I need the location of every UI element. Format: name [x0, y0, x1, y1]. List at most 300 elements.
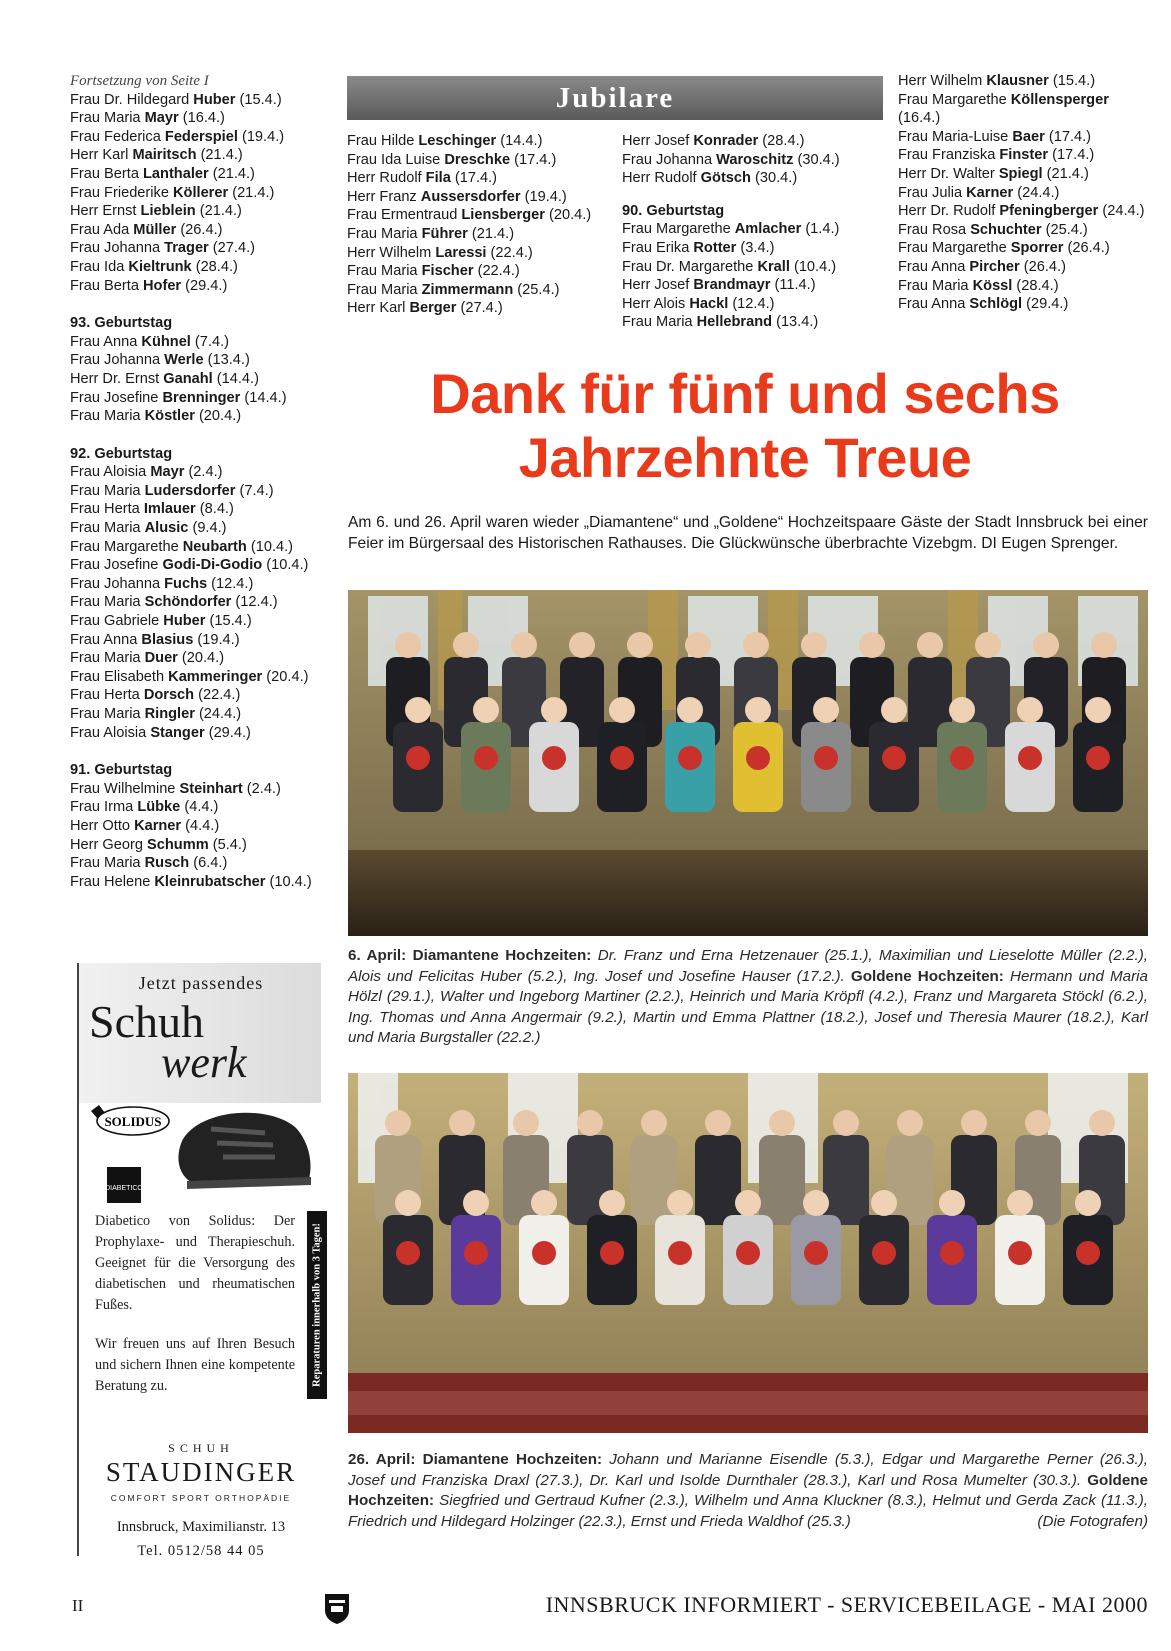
- entry-surname: Rotter: [693, 239, 737, 256]
- entry-title: Frau Anna: [70, 333, 142, 350]
- entry-surname: Pircher: [969, 258, 1020, 275]
- caption1-lead: 6. April: Diamantene Hochzeiten:: [348, 947, 592, 964]
- entry-surname: Godi-Di-Godio: [162, 557, 263, 574]
- birthday-entry: [70, 482, 330, 501]
- entry-date: (26.4.): [1063, 240, 1110, 257]
- entry-surname: Steinhart: [179, 780, 243, 797]
- entry-date: (17.4.): [510, 151, 557, 168]
- birthday-entry: [622, 132, 882, 151]
- birthday-list-91: [70, 780, 330, 892]
- entry-date: (7.4.): [235, 482, 274, 499]
- entry-surname: Liensberger: [461, 207, 545, 224]
- birthday-entry: [898, 165, 1150, 184]
- heading-92: 92. Geburtstag: [70, 445, 173, 462]
- bouquet: [882, 746, 906, 770]
- entry-surname: Ludersdorfer: [144, 482, 236, 499]
- entry-surname: Dorsch: [143, 687, 195, 704]
- article-intro: Am 6. und 26. April waren wieder „Diamantene“ und „Goldene“ Hochzeitspaare Gäste der Stadt Innsbruck bei einer Feier im Bürgersaal des Historischen Rathauses. Die Glückwünsche überbrachte Vizebgm. DI Eugen Sprenger.: [348, 514, 1148, 552]
- entry-date: (17.4.): [1048, 147, 1095, 164]
- entry-title: Herr Karl: [70, 147, 133, 164]
- birthday-entry: [70, 519, 330, 538]
- entry-title: Frau Johanna: [70, 240, 165, 257]
- entry-title: Frau Dr. Hildegard: [70, 91, 194, 108]
- heading-90: 90. Geburtstag: [622, 202, 725, 219]
- entry-title: Frau Ada: [70, 221, 134, 238]
- birthday-entry: [70, 407, 330, 426]
- birthday-column-2: [347, 132, 609, 318]
- entry-title: Frau Anna: [898, 258, 970, 275]
- entry-date: (4.4.): [181, 817, 220, 834]
- birthday-entry: [347, 299, 609, 318]
- entry-surname: Federspiel: [164, 128, 238, 145]
- entry-title: Frau Erika: [622, 239, 694, 256]
- entry-date: (20.4.): [177, 650, 225, 667]
- entry-title: Frau Ida: [70, 258, 129, 275]
- birthday-entry: [70, 873, 330, 892]
- bouquet: [1076, 1241, 1100, 1265]
- birthday-entry: [898, 72, 1150, 91]
- entry-surname: Ganahl: [163, 370, 213, 387]
- birthday-entry: [70, 351, 330, 370]
- entry-surname: Laressi: [435, 244, 487, 261]
- entry-title: Herr Rudolf: [622, 170, 701, 187]
- ad-repair-text: Reparaturen innerhalb von 3 Tagen!: [311, 1223, 323, 1387]
- ad-body-2: Wir freuen uns auf Ihren Besuch und sichern Ihnen eine kompetente Beratung zu.: [95, 1336, 295, 1394]
- entry-title: Frau Maria: [70, 408, 145, 425]
- entry-date: (29.4.): [204, 724, 251, 741]
- entry-surname: Karner: [966, 184, 1014, 201]
- entry-surname: Kleinrubatscher: [154, 873, 266, 890]
- birthday-entry: [70, 780, 330, 799]
- entry-title: Frau Margarethe: [70, 538, 183, 555]
- birthday-entry: [622, 169, 882, 188]
- birthday-entry: [898, 184, 1150, 203]
- birthday-list-92: [70, 463, 330, 742]
- entry-title: Frau Maria: [70, 706, 145, 722]
- bouquet: [872, 1241, 896, 1265]
- bouquet: [940, 1241, 964, 1265]
- caption2-gold: Siegfried und Gertraud Kufner (2.3.), Wilhelm und Anna Kluckner (8.3.), Helmut und Gerda Zack (11.3.), Friedrich und Hildegard Holzinger (22.3.), Ernst und Frieda Waldhof (25.3.): [348, 1492, 1148, 1530]
- caption1-gold: Hermann und Maria Hölzl (29.1.), Walter und Ingeborg Martiner (2.2.), Heinrich und Maria Kröpfl (4.2.), Franz und Margareta Stöckl (6.2.), Ing. Thomas und Anna Angermair (9.2.), Martin und Emma Plattner (18.2.), Josef und Theresia Maurer (18.2.), Karl und Maria Burgstaller (22.2.): [348, 967, 1148, 1047]
- entry-date: (30.4.): [793, 151, 840, 168]
- entry-date: (7.4.): [190, 333, 229, 350]
- entry-date: (25.4.): [1041, 221, 1088, 238]
- entry-surname: Huber: [193, 91, 236, 108]
- article-headline: [340, 362, 1150, 490]
- entry-title: Herr Wilhelm: [898, 73, 987, 89]
- entry-surname: Leschinger: [418, 133, 497, 149]
- group-photo-april-6: [348, 590, 1148, 936]
- entry-date: (16.4.): [898, 110, 941, 127]
- bouquet: [814, 746, 838, 770]
- entry-surname: Brenninger: [162, 389, 241, 406]
- entry-title: Frau Maria: [70, 110, 145, 127]
- caption1-diamond: Dr. Franz und Erna Hetzenauer (25.1.), Maximilian und Lieselotte Müller (2.2.), Alois und Felicitas Huber (5.2.), Ing. Josef und Josefine Hauser (17.2.).: [348, 947, 1148, 985]
- entry-surname: Spiegl: [998, 165, 1043, 182]
- entry-title: Frau Herta: [70, 687, 144, 704]
- entry-date: (16.4.): [178, 110, 225, 127]
- entry-surname: Trager: [164, 240, 209, 257]
- birthday-column-3: [622, 132, 882, 332]
- birthday-entry: [70, 854, 330, 873]
- jubilare-banner: Jubilare: [347, 76, 883, 120]
- entry-surname: Schuchter: [970, 221, 1042, 238]
- entry-surname: Werle: [164, 352, 204, 369]
- birthday-column-1: [70, 72, 330, 891]
- entry-date: (26.4.): [176, 221, 223, 238]
- birthday-entry: [347, 151, 609, 170]
- birthday-column-4: [898, 72, 1150, 314]
- entry-surname: Lieblein: [140, 203, 196, 220]
- entry-surname: Köstler: [144, 408, 195, 425]
- entry-date: (22.4.): [486, 244, 533, 261]
- bouquet: [746, 746, 770, 770]
- entry-title: Frau Berta: [70, 165, 143, 182]
- entry-date: (8.4.): [195, 501, 234, 518]
- entry-date: (9.4.): [188, 520, 227, 537]
- birthday-entry: [70, 593, 330, 612]
- birthday-entry: [70, 389, 330, 408]
- entry-surname: Müller: [133, 221, 177, 238]
- birthday-entry: [70, 575, 330, 594]
- birthday-entry: [70, 686, 330, 705]
- entry-title: Frau Franziska: [898, 147, 1000, 164]
- entry-surname: Schlögl: [969, 296, 1023, 313]
- birthday-entry: [898, 91, 1150, 128]
- bouquet: [804, 1241, 828, 1265]
- headline-line-2: Jahrzehnte Treue: [518, 426, 972, 489]
- entry-title: Herr Josef: [622, 133, 694, 149]
- entry-date: (28.4.): [191, 258, 238, 275]
- entry-title: Herr Franz: [347, 188, 421, 205]
- entry-date: (1.4.): [801, 221, 840, 238]
- page-number: II: [72, 1596, 84, 1615]
- entry-surname: Schöndorfer: [144, 594, 232, 611]
- ad-address: Innsbruck, Maximilianstr. 13: [116, 1519, 286, 1535]
- birthday-entry: [70, 165, 330, 184]
- entry-date: (14.4.): [240, 389, 287, 406]
- entry-date: (17.4.): [450, 170, 498, 187]
- entry-date: (15.4.): [1048, 73, 1096, 89]
- entry-surname: Fila: [425, 170, 451, 187]
- entry-date: (13.4.): [203, 352, 250, 369]
- photo-illustration-2: [348, 1073, 1148, 1433]
- entry-surname: Konrader: [693, 133, 759, 149]
- entry-title: Herr Dr. Walter: [898, 165, 999, 182]
- entry-title: Herr Georg: [70, 836, 148, 853]
- caption2-gold-lead: Goldene Hochzeiten:: [348, 1471, 1148, 1510]
- entry-title: Frau Maria: [347, 281, 422, 298]
- entry-title: Frau Josefine: [70, 389, 163, 406]
- entry-surname: Kössl: [972, 277, 1013, 294]
- birthday-entry: [70, 556, 330, 575]
- birthday-list-90: [622, 220, 882, 332]
- entry-surname: Hofer: [143, 277, 182, 294]
- birthday-entry: [70, 91, 330, 110]
- entry-date: (19.4.): [520, 188, 567, 205]
- entry-date: (14.4.): [496, 133, 543, 149]
- birthday-entry: [898, 239, 1150, 258]
- entry-surname: Kühnel: [141, 333, 191, 350]
- entry-title: Frau Maria: [622, 314, 697, 331]
- ad-schuh-word: Schuh: [89, 996, 204, 1047]
- entry-date: (10.4.): [262, 557, 309, 574]
- entry-title: Herr Rudolf: [347, 170, 426, 187]
- entry-date: (27.4.): [456, 300, 503, 317]
- entry-title: Frau Maria: [70, 650, 145, 667]
- entry-date: (21.4.): [228, 184, 275, 201]
- entry-title: Frau Gabriele: [70, 613, 164, 630]
- entry-surname: Ringler: [144, 706, 195, 722]
- ad-schuh-small: SCHUH: [168, 1441, 234, 1455]
- entry-title: Herr Otto: [70, 817, 135, 834]
- ad-body-1: Diabetico von Solidus: Der Prophylaxe- und Therapieschuh. Geeignet für die Versorgung des diabetischen und rheumatischen Fußes.: [95, 1213, 295, 1313]
- birthday-entry: [622, 220, 882, 239]
- entry-title: Frau Federica: [70, 128, 165, 145]
- birthday-entry: [898, 146, 1150, 165]
- entry-date: (13.4.): [772, 314, 819, 331]
- birthday-entry: [70, 705, 330, 724]
- entry-surname: Mayr: [144, 110, 179, 127]
- entry-surname: Zimmermann: [421, 281, 514, 298]
- entry-title: Frau Hilde: [347, 133, 419, 149]
- ad-staudinger-logo: STAUDINGER: [105, 1457, 297, 1487]
- birthday-entry: [70, 612, 330, 631]
- entry-surname: Sporrer: [1010, 240, 1064, 257]
- entry-date: (11.4.): [770, 277, 816, 294]
- bouquet: [1008, 1241, 1032, 1265]
- entry-surname: Fuchs: [164, 575, 208, 592]
- entry-surname: Alusic: [144, 520, 189, 537]
- photo-caption-april-26: [348, 1450, 1148, 1532]
- entry-surname: Stanger: [150, 724, 205, 741]
- entry-title: Herr Alois: [622, 295, 690, 312]
- entry-surname: Lanthaler: [143, 165, 209, 182]
- entry-surname: Klausner: [986, 73, 1049, 89]
- birthday-entry: [622, 239, 882, 258]
- birthday-entry: [70, 631, 330, 650]
- entry-surname: Brandmayr: [693, 277, 771, 294]
- entry-surname: Kieltrunk: [128, 258, 192, 275]
- entry-surname: Neubarth: [182, 538, 247, 555]
- birthday-entry: [347, 169, 609, 188]
- bouquet: [668, 1241, 692, 1265]
- birthday-entry: [898, 128, 1150, 147]
- birthday-entry: [70, 668, 330, 687]
- birthday-entry: [70, 817, 330, 836]
- birthday-entry: [70, 258, 330, 277]
- entry-title: Frau Rosa: [898, 221, 971, 238]
- caption2-diamond: Johann und Marianne Eisendle (5.3.), Edgar und Margarethe Perner (26.3.), Josef und Franziska Draxl (27.3.), Dr. Karl und Isolde Durnthaler (28.3.), Karl und Rosa Mumelter (30.3.).: [348, 1451, 1148, 1489]
- photo-caption-april-6: [348, 946, 1148, 1049]
- entry-title: Frau Johanna: [622, 151, 717, 168]
- bouquet: [950, 746, 974, 770]
- entry-title: Frau Julia: [898, 184, 967, 201]
- birthday-list-93: [70, 333, 330, 426]
- entry-title: Frau Aloisia: [70, 464, 151, 481]
- diabetico-label: DIABETICO: [105, 1185, 143, 1192]
- birthday-entry: [70, 500, 330, 519]
- entry-date: (22.4.): [194, 687, 241, 704]
- schuhwerk-advertisement: [77, 963, 323, 1559]
- entry-title: Herr Wilhelm: [347, 244, 436, 261]
- entry-title: Frau Wilhelmine: [70, 780, 180, 797]
- birthday-list-col4: [898, 72, 1150, 314]
- bouquet: [396, 1241, 420, 1265]
- entry-date: (21.4.): [208, 165, 255, 182]
- entry-date: (2.4.): [184, 464, 223, 481]
- group-photo-april-26: [348, 1073, 1148, 1433]
- entry-title: Herr Dr. Ernst: [70, 370, 164, 387]
- entry-date: (27.4.): [208, 240, 255, 257]
- entry-date: (24.4.): [1098, 203, 1145, 220]
- bouquet: [610, 746, 634, 770]
- entry-title: Frau Anna: [70, 631, 142, 648]
- entry-title: Frau Maria: [70, 482, 145, 499]
- entry-date: (25.4.): [513, 281, 560, 298]
- bouquet: [600, 1241, 624, 1265]
- heading-91: 91. Geburtstag: [70, 762, 173, 779]
- birthday-entry: [898, 221, 1150, 240]
- photo-credit: (Die Fotografen): [1037, 1512, 1148, 1530]
- headline-line-1: Dank für fünf und sechs: [430, 362, 1060, 425]
- entry-surname: Krall: [757, 258, 790, 275]
- entry-surname: Köllensperger: [1010, 91, 1109, 108]
- entry-surname: Lübke: [137, 799, 181, 816]
- entry-surname: Huber: [163, 613, 206, 630]
- caption2-lead: 26. April: Diamantene Hochzeiten:: [348, 1451, 603, 1468]
- entry-date: (20.4.): [194, 408, 242, 425]
- birthday-entry: [898, 277, 1150, 296]
- entry-title: Frau Maria: [70, 520, 145, 537]
- entry-date: (22.4.): [473, 263, 520, 280]
- entry-surname: Schumm: [147, 836, 209, 853]
- entry-surname: Karner: [134, 817, 182, 834]
- birthday-entry: [70, 221, 330, 240]
- entry-title: Frau Margarethe: [898, 240, 1011, 257]
- ad-repair-strip: [307, 1211, 327, 1399]
- entry-date: (10.4.): [246, 538, 294, 555]
- entry-date: (24.4.): [194, 706, 242, 722]
- entry-surname: Götsch: [700, 170, 751, 187]
- birthday-list-continued: [70, 91, 330, 296]
- entry-date: (12.4.): [728, 295, 775, 312]
- entry-date: (26.4.): [1019, 258, 1066, 275]
- entry-date: (3.4.): [736, 239, 775, 256]
- ad-jetzt-text: Jetzt passendes: [138, 973, 264, 993]
- entry-surname: Amlacher: [734, 221, 802, 238]
- entry-title: Herr Ernst: [70, 203, 141, 220]
- entry-title: Frau Ida Luise: [347, 151, 445, 168]
- entry-date: (28.4.): [1012, 277, 1059, 294]
- photo-illustration: [348, 590, 1148, 936]
- entry-surname: Finster: [999, 147, 1049, 164]
- entry-title: Frau Maria: [70, 594, 145, 611]
- entry-date: (10.4.): [265, 873, 312, 890]
- caption1-gold-lead: Goldene Hochzeiten:: [850, 967, 1004, 985]
- entry-title: Herr Josef: [622, 277, 694, 294]
- birthday-entry: [622, 151, 882, 170]
- birthday-entry: [347, 132, 609, 151]
- birthday-entry: [70, 109, 330, 128]
- birthday-entry: [70, 538, 330, 557]
- entry-title: Frau Johanna: [70, 575, 165, 592]
- birthday-entry: [898, 202, 1150, 221]
- entry-date: (24.4.): [1013, 184, 1060, 201]
- entry-title: Frau Helene: [70, 873, 155, 890]
- birthday-entry: [70, 333, 330, 352]
- birthday-entry: [347, 244, 609, 263]
- entry-surname: Blasius: [141, 631, 194, 648]
- innsbruck-crest-icon: [324, 1590, 350, 1624]
- birthday-entry: [70, 202, 330, 221]
- entry-surname: Köllerer: [173, 184, 229, 201]
- entry-surname: Mayr: [150, 464, 185, 481]
- entry-surname: Berger: [409, 300, 457, 317]
- entry-title: Frau Friederike: [70, 184, 173, 201]
- entry-surname: Hellebrand: [696, 314, 773, 331]
- entry-title: Frau Dr. Margarethe: [622, 258, 758, 275]
- entry-date: (21.4.): [196, 147, 243, 164]
- entry-date: (5.4.): [208, 836, 247, 853]
- entry-surname: Imlauer: [143, 501, 196, 518]
- ad-tagline: COMFORT SPORT ORTHOPÄDIE: [110, 1493, 292, 1503]
- birthday-list-col3: [622, 132, 882, 188]
- continuation-note: Fortsetzung von Seite I: [70, 73, 209, 89]
- entry-date: (12.4.): [207, 575, 254, 592]
- bouquet: [532, 1241, 556, 1265]
- entry-date: (21.4.): [1042, 165, 1089, 182]
- heading-93: 93. Geburtstag: [70, 315, 173, 332]
- entry-title: Frau Ermentraud: [347, 207, 462, 224]
- entry-date: (14.4.): [212, 370, 259, 387]
- shoe-icon: [83, 1099, 319, 1207]
- entry-title: Frau Margarethe: [898, 91, 1011, 108]
- entry-title: Frau Berta: [70, 277, 143, 294]
- entry-surname: Kammeringer: [168, 668, 263, 685]
- bouquet: [678, 746, 702, 770]
- bouquet: [1018, 746, 1042, 770]
- birthday-entry: [70, 836, 330, 855]
- entry-title: Frau Anna: [898, 296, 970, 313]
- entry-surname: Waroschitz: [716, 151, 794, 168]
- entry-title: Frau Margarethe: [622, 221, 735, 238]
- entry-date: (28.4.): [758, 133, 805, 149]
- entry-title: Frau Maria: [347, 263, 422, 280]
- solidus-label: SOLIDUS: [104, 1114, 162, 1129]
- birthday-entry: [70, 239, 330, 258]
- birthday-entry: [70, 128, 330, 147]
- birthday-entry: [70, 370, 330, 389]
- entry-title: Frau Irma: [70, 799, 138, 816]
- entry-title: Herr Karl: [347, 300, 410, 317]
- birthday-entry: [347, 262, 609, 281]
- entry-surname: Dreschke: [444, 151, 511, 168]
- entry-date: (17.4.): [1044, 128, 1092, 145]
- birthday-entry: [347, 188, 609, 207]
- entry-date: (20.4.): [262, 668, 309, 685]
- entry-surname: Rusch: [144, 855, 190, 872]
- ad-phone: Tel. 0512/58 44 05: [137, 1543, 265, 1559]
- birthday-entry: [70, 798, 330, 817]
- birthday-entry: [898, 295, 1150, 314]
- entry-surname: Duer: [144, 650, 178, 667]
- entry-date: (30.4.): [750, 170, 798, 187]
- entry-date: (10.4.): [789, 258, 837, 275]
- entry-title: Frau Aloisia: [70, 724, 151, 741]
- entry-surname: Aussersdorfer: [420, 188, 521, 205]
- entry-title: Frau Maria: [70, 855, 145, 872]
